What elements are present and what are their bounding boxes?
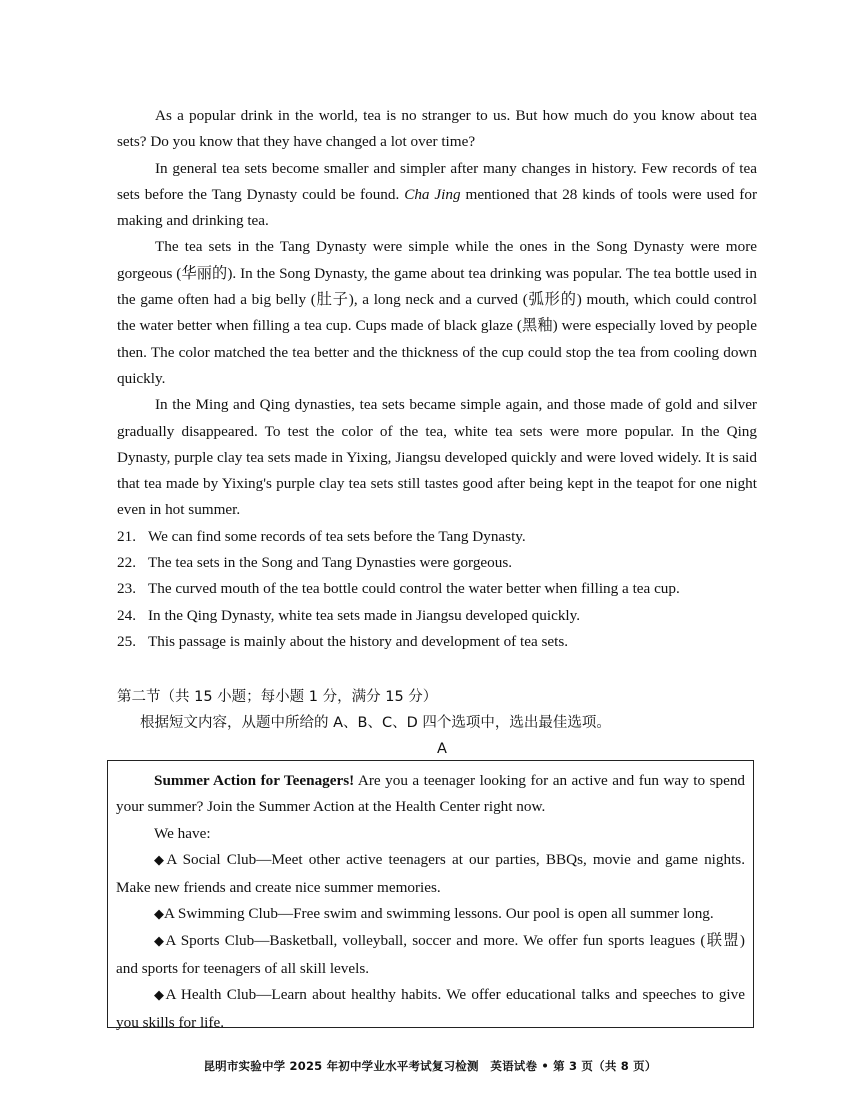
- ad-club-item: [116, 847, 745, 901]
- page-footer: 昆明市实验中学 2025 年初中学业水平考试复习检测 英语试卷 • 第 3 页（共 8 页）: [203, 1059, 657, 1073]
- section-heading: 第二节（共 15 小题；每小题 1 分，满分 15 分）: [117, 689, 438, 705]
- ad-club-item: [116, 982, 745, 1036]
- question-item: [117, 603, 757, 629]
- club-text: A Swimming Club—Free swim and swimming lessons. Our pool is open all summer long.: [164, 905, 714, 923]
- advertisement-box: [107, 760, 754, 1031]
- passage-paragraph-2: [117, 156, 757, 235]
- ad-intro: [116, 768, 745, 821]
- diamond-bullet-icon: ◆: [154, 988, 166, 1004]
- question-text: The tea sets in the Song and Tang Dynasties were gorgeous.: [148, 554, 513, 572]
- passage-paragraph-2-end: mentioned that 28 kinds of tools were used for making and drinking tea.: [117, 185, 758, 230]
- diamond-bullet-icon: ◆: [154, 907, 164, 923]
- question-item: [117, 576, 757, 602]
- club-text: A Social Club—Meet other active teenagers at our parties, BBQs, movie and game nights. Make new friends and create nice summer memories.: [116, 851, 746, 896]
- ad-we-have: We have:: [154, 824, 211, 842]
- true-false-questions: [117, 524, 757, 655]
- diamond-bullet-icon: ◆: [154, 853, 167, 869]
- question-item: [117, 524, 757, 550]
- diamond-bullet-icon: ◆: [154, 934, 166, 950]
- passage-letter: A: [437, 741, 447, 757]
- reading-passage: [117, 103, 757, 655]
- question-text: In the Qing Dynasty, white tea sets made in Jiangsu developed quickly.: [148, 606, 581, 624]
- section-instruction: 根据短文内容，从题中所给的 A、B、C、D 四个选项中，选出最佳选项。: [140, 715, 611, 731]
- question-number: 23.: [117, 580, 136, 598]
- club-text: A Health Club—Learn about healthy habits. We offer educational talks and speeches to give you skills for life.: [116, 986, 745, 1031]
- question-text: We can find some records of tea sets before the Tang Dynasty.: [148, 527, 526, 545]
- question-text: The curved mouth of the tea bottle could control the water better when filling a tea cup.: [148, 580, 680, 598]
- ad-intro-text: Are you a teenager looking for an active and fun way to spend your summer? Join the Summer Action at the Health Center right now.: [116, 772, 746, 816]
- question-number: 21.: [117, 527, 136, 545]
- question-text: This passage is mainly about the history and development of tea sets.: [148, 632, 569, 650]
- passage-paragraph-4: In the Ming and Qing dynasties, tea sets became simple again, and those made of gold and silver gradually disappeared. To test the color of the tea, white tea sets were more popular. In the Qing Dynasty, purple clay tea sets made in Yixing, Jiangsu developed quickly and were loved widely. It is said that tea made by Yixing's purple clay tea sets still tastes good after being kept in the teapot for one night even in hot summer.: [117, 396, 757, 519]
- ad-club-item: [116, 901, 745, 928]
- question-item: [117, 550, 757, 576]
- book-title-cha-jing: Cha Jing: [404, 185, 461, 203]
- club-text: A Sports Club—Basketball, volleyball, soccer and more. We offer fun sports leagues (联盟) and sports for teenagers of all skill levels.: [116, 932, 745, 977]
- question-number: 24.: [117, 606, 136, 624]
- passage-paragraph-1: As a popular drink in the world, tea is no stranger to us. But how much do you know about tea sets? Do you know that they have changed a lot over time?: [117, 107, 757, 151]
- ad-club-item: [116, 928, 745, 982]
- passage-paragraph-2-start: In general tea sets become smaller and simpler after many changes in history. Few records of tea sets before the Tang Dynasty could be found.: [117, 159, 757, 203]
- question-number: 22.: [117, 554, 136, 572]
- passage-paragraph-3: The tea sets in the Tang Dynasty were simple while the ones in the Song Dynasty were more gorgeous (华丽的). In the Song Dynasty, the game about tea drinking was popular. The tea bottle used in the game often had a big belly (肚子), a long neck and a curved (弧形的) mouth, which could control the water better when filling a tea cup. Cups made of black glaze (黑釉) were especially loved by people then. The color matched the tea better and the thickness of the cup could stop the tea from cooling down quickly.: [117, 238, 757, 387]
- question-item: [117, 629, 757, 655]
- section-header: [117, 684, 757, 762]
- ad-title: Summer Action for Teenagers!: [154, 772, 355, 789]
- question-number: 25.: [117, 632, 136, 650]
